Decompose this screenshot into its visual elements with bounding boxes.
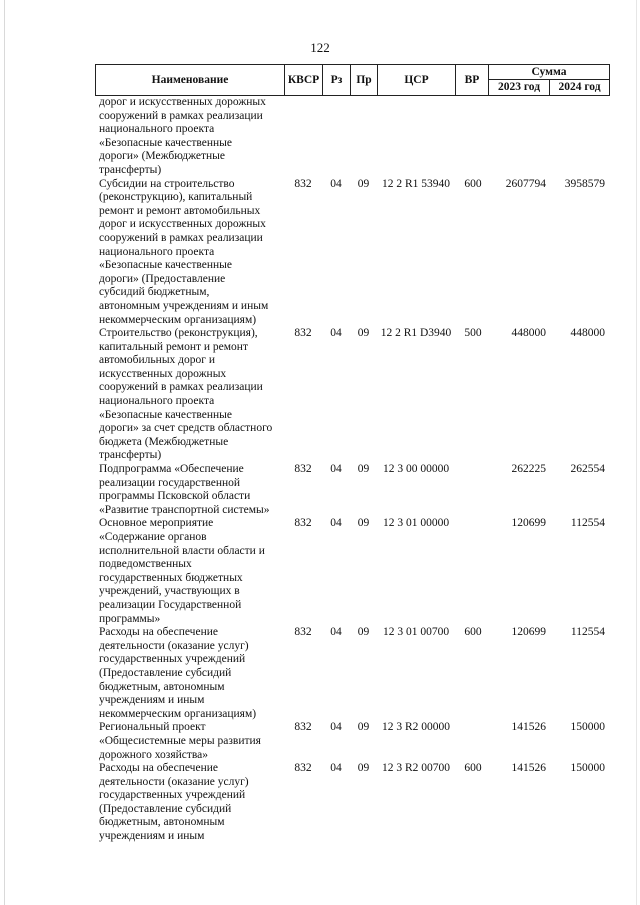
- row-name-line: «Содержание органов: [99, 531, 207, 543]
- table-row: [0, 762, 640, 844]
- row-name-line: бюджета (Межбюджетные: [99, 435, 229, 448]
- cell-vr: 600: [464, 626, 482, 639]
- cell-y2023: 120699: [511, 517, 546, 530]
- row-name-line: сооружений в рамках реализации: [99, 109, 263, 122]
- cell-csr: 12 3 01 00000: [382, 517, 450, 530]
- row-name-line: национального проекта: [99, 395, 215, 408]
- cell-pr: 09: [357, 327, 370, 340]
- row-name: [99, 178, 284, 328]
- cell-csr: 12 2 R1 D3940: [380, 327, 452, 340]
- cell-y2024: 262554: [570, 463, 605, 476]
- cell-y2023: 120699: [511, 626, 546, 639]
- row-name-line: подведомственных: [99, 558, 192, 571]
- cell-pr: 09: [357, 721, 370, 734]
- row-name-line: сооружений в рамках реализации: [99, 231, 263, 244]
- cell-kvsr: 832: [294, 327, 312, 340]
- table-row: [0, 178, 640, 328]
- row-name-line: (реконструкцию), капитальный: [99, 191, 253, 204]
- table-row: [0, 463, 640, 517]
- cell-rz: 04: [330, 762, 342, 775]
- row-name-line: дороги» (Межбюджетные: [99, 150, 226, 163]
- header-rz: Рз: [323, 65, 351, 95]
- row-name-line: дорог и искусственных дорожных: [99, 96, 266, 108]
- cell-y2024: 448000: [570, 327, 605, 340]
- header-vr: ВР: [456, 65, 489, 95]
- row-name-line: капитальный ремонт и ремонт: [99, 340, 248, 353]
- row-name-line: государственных учреждений: [99, 789, 246, 802]
- cell-kvsr: 832: [294, 517, 312, 530]
- cell-csr: 12 3 01 00700: [382, 626, 450, 639]
- row-name-line: исполнительной власти области и: [99, 544, 265, 557]
- row-name-line: «Общесистемные меры развития: [99, 734, 261, 747]
- cell-kvsr: 832: [294, 721, 312, 734]
- row-name-line: автономным учреждениям и иным: [99, 299, 269, 312]
- row-name-line: дороги» (Предоставление: [99, 272, 226, 285]
- row-name-line: трансферты): [99, 163, 162, 176]
- page-number: 122: [310, 40, 330, 55]
- header-csr: ЦСР: [378, 65, 456, 95]
- cell-rz: 04: [330, 517, 342, 530]
- row-name-line: программы»: [99, 612, 161, 625]
- row-name: [99, 463, 284, 517]
- row-name: [99, 517, 284, 626]
- header-year-2024: 2024 год: [558, 81, 601, 93]
- row-name: [99, 96, 284, 178]
- cell-rz: 04: [330, 463, 342, 476]
- cell-csr: 12 3 00 00000: [382, 463, 450, 476]
- cell-y2024: 150000: [570, 721, 605, 734]
- row-name-line: учреждениям и иным: [99, 694, 205, 707]
- cell-kvsr: 832: [294, 463, 312, 476]
- table-row: [0, 626, 640, 721]
- row-name-line: некоммерческим организациям): [99, 313, 257, 326]
- cell-rz: 04: [330, 177, 342, 190]
- cell-pr: 09: [357, 762, 370, 775]
- row-name-line: государственных бюджетных: [99, 571, 243, 584]
- row-name-line: учреждений, участвующих в: [99, 585, 240, 598]
- cell-kvsr: 832: [294, 762, 312, 775]
- cell-kvsr: 832: [294, 626, 312, 639]
- table-header: [95, 64, 610, 96]
- row-name-line: деятельности (оказание услуг): [99, 639, 249, 652]
- row-name-line: программы Псковской области: [99, 490, 251, 503]
- row-name-line: Субсидии на строительство: [99, 177, 235, 190]
- row-name-line: «Безопасные качественные: [99, 259, 233, 272]
- header-pr: Пр: [351, 65, 378, 95]
- cell-y2023: 2607794: [505, 177, 546, 190]
- cell-kvsr: 832: [294, 177, 312, 190]
- cell-vr: 600: [464, 177, 482, 190]
- row-name-line: Расходы на обеспечение: [99, 762, 218, 775]
- row-name-line: Расходы на обеспечение: [99, 626, 218, 639]
- cell-csr: 12 3 R2 00700: [381, 762, 451, 775]
- cell-y2024: 150000: [570, 762, 605, 775]
- cell-y2023: 262225: [511, 463, 546, 476]
- table-row: [0, 517, 640, 626]
- header-name: Наименование: [96, 65, 285, 95]
- cell-vr: 600: [464, 762, 482, 775]
- cell-y2024: 112554: [570, 517, 605, 530]
- cell-csr: 12 2 R1 53940: [381, 177, 451, 190]
- cell-pr: 09: [357, 626, 370, 639]
- row-name-line: бюджетным, автономным: [99, 816, 225, 829]
- row-name-line: «Безопасные качественные: [99, 408, 233, 421]
- table-row: [0, 327, 640, 463]
- row-name-line: реализации государственной: [99, 476, 241, 489]
- row-name-line: ремонт и ремонт автомобильных: [99, 204, 261, 217]
- row-name-line: (Предоставление субсидий: [99, 666, 232, 679]
- cell-y2024: 112554: [570, 626, 605, 639]
- cell-pr: 09: [357, 177, 370, 190]
- row-name-line: Строительство (реконструкция),: [99, 327, 258, 340]
- row-name-line: автомобильных дорог и: [99, 354, 216, 367]
- row-name-line: национального проекта: [99, 123, 215, 136]
- row-name-line: Основное мероприятие: [99, 517, 214, 530]
- cell-y2023: 448000: [511, 327, 546, 340]
- header-kvsr: КВСР: [285, 65, 323, 95]
- row-name-line: бюджетным, автономным: [99, 680, 225, 693]
- cell-pr: 09: [357, 463, 370, 476]
- row-name: [99, 327, 284, 463]
- header-sum: Сумма: [489, 65, 609, 80]
- row-name-line: «Безопасные качественные: [99, 136, 233, 149]
- row-name-line: дорог и искусственных дорожных: [99, 218, 266, 231]
- row-name: [99, 721, 284, 762]
- row-name-line: деятельности (оказание услуг): [99, 775, 249, 788]
- row-name-line: сооружений в рамках реализации: [99, 381, 263, 394]
- cell-pr: 09: [357, 517, 370, 530]
- row-name: [99, 762, 284, 844]
- row-name-line: реализации Государственной: [99, 598, 242, 611]
- row-name: [99, 626, 284, 721]
- table-row: [0, 96, 640, 178]
- row-name-line: дороги» за счет средств областного: [99, 422, 273, 435]
- row-name-line: государственных учреждений: [99, 653, 246, 666]
- cell-rz: 04: [330, 626, 342, 639]
- header-year-2023: 2023 год: [489, 79, 550, 95]
- row-name-line: субсидий бюджетным,: [99, 286, 210, 299]
- row-name-line: (Предоставление субсидий: [99, 802, 232, 815]
- row-name-line: Региональный проект: [99, 721, 206, 734]
- table-row: [0, 721, 640, 762]
- cell-csr: 12 3 R2 00000: [381, 721, 451, 734]
- row-name-line: учреждениям и иным: [99, 830, 205, 843]
- cell-y2023: 141526: [511, 721, 546, 734]
- cell-y2023: 141526: [511, 762, 546, 775]
- row-name-line: национального проекта: [99, 245, 215, 258]
- row-name-line: трансферты): [99, 449, 162, 462]
- row-name-line: Подпрограмма «Обеспечение: [99, 463, 244, 476]
- row-name-line: дорожного хозяйства»: [99, 748, 209, 761]
- row-name-line: искусственных дорожных: [99, 367, 227, 380]
- row-name-line: «Развитие транспортной системы»: [99, 503, 270, 516]
- cell-rz: 04: [330, 721, 342, 734]
- table-body: [0, 96, 640, 844]
- cell-y2024: 3958579: [564, 177, 605, 190]
- cell-vr: 500: [464, 327, 482, 340]
- cell-rz: 04: [330, 327, 342, 340]
- row-name-line: некоммерческим организациям): [99, 707, 257, 720]
